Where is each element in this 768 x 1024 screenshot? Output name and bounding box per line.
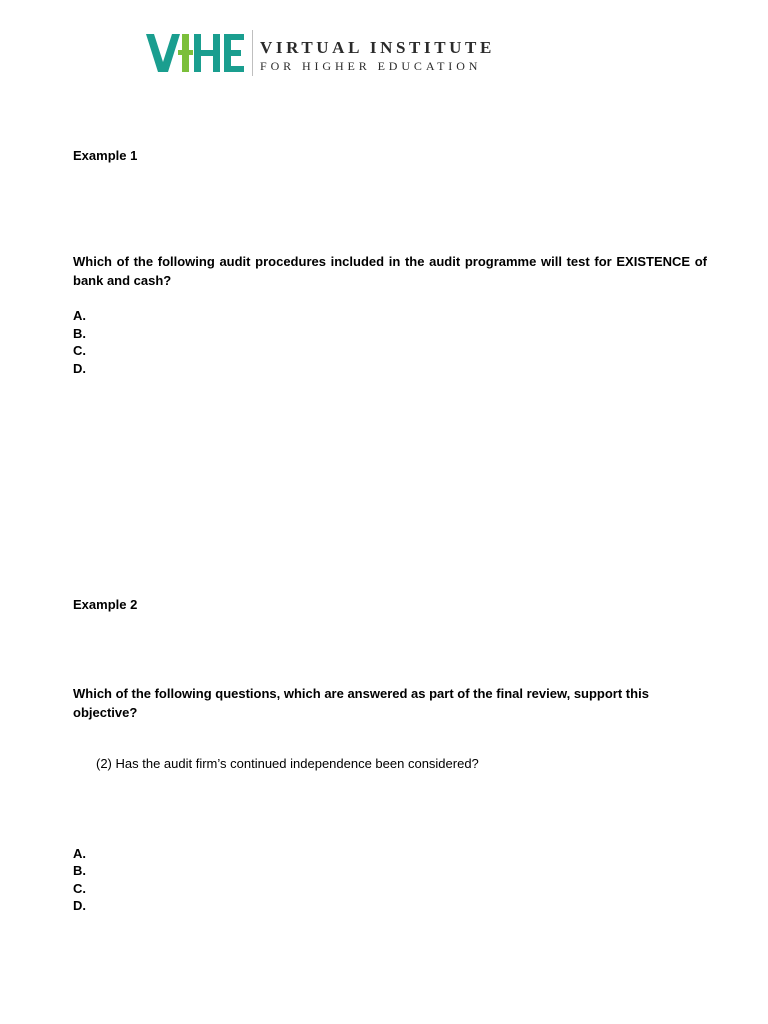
example-1-option-b: B.	[73, 326, 86, 341]
example-2-option-b: B.	[73, 863, 86, 878]
example-2-question: Which of the following questions, which are answered as part of the final review, support this objective?	[73, 686, 649, 720]
vihe-logo	[144, 28, 514, 80]
vihe-logo-mark-icon	[144, 28, 246, 78]
example-2-option-c: C.	[73, 881, 86, 896]
example-1-question: Which of the following audit procedures included in the audit programme will test for EXISTENCE of bank and cash?	[73, 254, 707, 288]
example-2-heading: Example 2	[73, 597, 138, 612]
example-1-option-c: C.	[73, 343, 86, 358]
logo-title: VIRTUAL INSTITUTE	[260, 38, 495, 57]
example-2-option-a: A.	[73, 846, 86, 861]
example-1-heading: Example 1	[73, 148, 138, 163]
example-2-option-d: D.	[73, 898, 86, 913]
example-1-option-d: D.	[73, 361, 86, 376]
logo-divider	[252, 30, 253, 76]
example-2-sub-item: (2) Has the audit firm’s continued independence been considered?	[96, 756, 479, 771]
example-1-option-a: A.	[73, 308, 86, 323]
logo-subtitle: FOR HIGHER EDUCATION	[260, 59, 482, 73]
